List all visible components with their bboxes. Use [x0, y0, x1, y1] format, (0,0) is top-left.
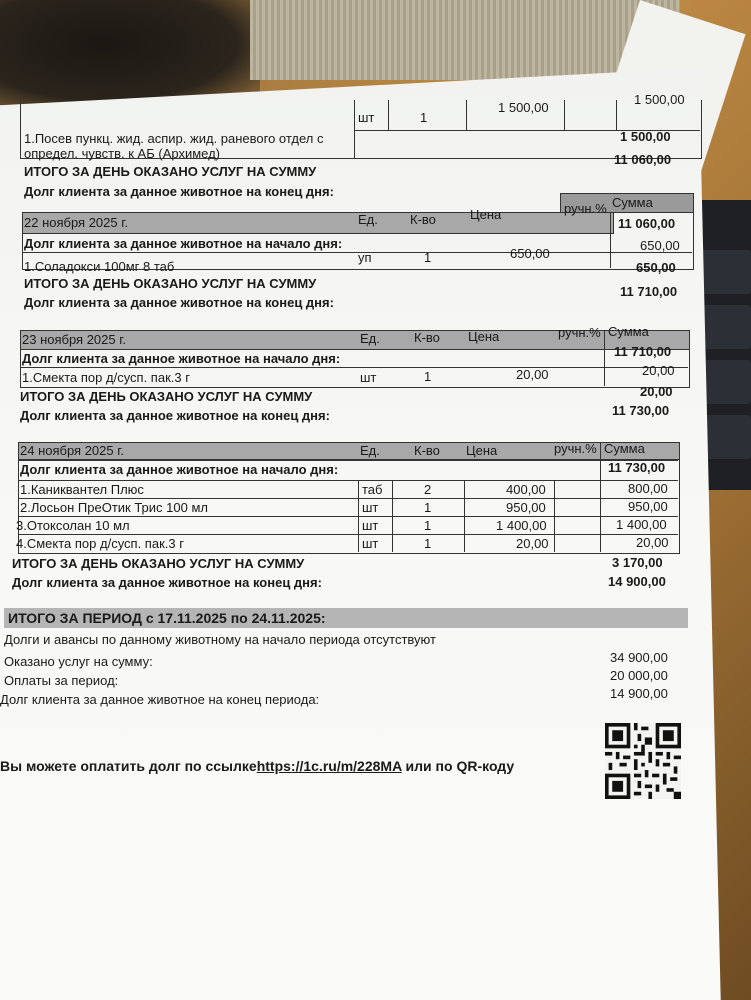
row-divider: [18, 460, 678, 461]
start-debt-value: 11 060,00: [618, 216, 676, 231]
top-end-debt-label: Долг клиента за данное животное на конец дня:: [24, 184, 334, 199]
row-divider: [20, 367, 688, 368]
day-date: 22 ноября 2025 г.: [24, 215, 128, 230]
col-sum: Сумма: [612, 195, 653, 210]
end-debt-label: Долг клиента за данное животное на конец дня:: [12, 575, 322, 590]
qr-code-icon[interactable]: [605, 722, 681, 800]
item-name: 4.Смекта пор д/сусп. пак.3 г: [16, 536, 184, 551]
top-item-sum: 1 500,00: [634, 92, 685, 107]
col-unit: Ед.: [360, 443, 380, 458]
item-sum: 650,00: [640, 238, 680, 253]
item-qty: 1: [424, 536, 432, 551]
item-qty: 1: [424, 500, 432, 515]
col-manual: ручн.%: [564, 201, 607, 216]
col-qty: К-во: [414, 330, 440, 345]
payment-prefix: Вы можете оплатить долг по ссылке: [0, 758, 257, 774]
col-divider: [616, 100, 617, 130]
col-price: Цена: [468, 329, 500, 344]
item-name: 2.Лосьон ПреОтик Трис 100 мл: [20, 500, 208, 515]
row-divider: [18, 480, 678, 481]
item-qty: 1: [424, 250, 432, 265]
col-qty: К-во: [410, 212, 436, 227]
item-sum: 20,00: [642, 363, 675, 378]
item-price: 20,00: [516, 367, 549, 382]
item-qty: 1: [424, 369, 432, 384]
top-day-total-label: ИТОГО ЗА ДЕНЬ ОКАЗАНО УСЛУГ НА СУММУ: [24, 164, 317, 179]
item-sum: 800,00: [628, 481, 668, 496]
col-unit: Ед.: [358, 212, 378, 227]
item-name: 1.Каниквантел Плюс: [20, 482, 144, 497]
top-item-name: 1.Посев пункц. жид. аспир. жид. раневого отдел с: [24, 131, 324, 146]
period-end-label: Долг клиента за данное животное на конец периода:: [0, 692, 320, 707]
start-debt-value: 11 710,00: [614, 344, 672, 359]
keyboard-key: [700, 305, 751, 349]
item-price: 1 400,00: [496, 518, 547, 533]
keyboard-key: [700, 250, 751, 294]
end-debt-value: 14 900,00: [608, 574, 666, 589]
item-name: 1.Смекта пор д/сусп. пак.3 г: [22, 370, 190, 385]
top-day-total-value: 1 500,00: [620, 129, 671, 144]
item-name: 1.Соладокси 100мг 8 таб: [24, 259, 175, 274]
col-price: Цена: [470, 207, 502, 222]
col-divider: [604, 330, 605, 386]
item-unit: таб: [362, 482, 383, 497]
item-sum: 1 400,00: [616, 517, 667, 532]
row-divider: [18, 498, 678, 499]
item-sum: 950,00: [628, 499, 668, 514]
start-debt-value: 11 730,00: [608, 460, 666, 475]
top-item-unit: шт: [358, 110, 375, 125]
day-total-label: ИТОГО ЗА ДЕНЬ ОКАЗАНО УСЛУГ НА СУММУ: [12, 556, 305, 571]
col-sum: Сумма: [604, 441, 645, 456]
fabric-background: [250, 0, 680, 80]
start-debt-label: Долг клиента за данное животное на начало дня:: [20, 462, 339, 477]
row-divider: [22, 252, 692, 253]
end-debt-value: 11 730,00: [612, 403, 670, 418]
item-price: 400,00: [506, 482, 546, 497]
col-price: Цена: [466, 443, 498, 458]
col-divider: [600, 442, 601, 552]
payment-link[interactable]: https://1c.ru/m/228MA: [256, 758, 402, 774]
col-divider: [466, 100, 467, 130]
day-total-label: ИТОГО ЗА ДЕНЬ ОКАЗАНО УСЛУГ НА СУММУ: [24, 276, 317, 291]
col-divider: [354, 100, 355, 158]
top-item-price: 1 500,00: [498, 100, 549, 115]
day-date: 24 ноября 2025 г.: [20, 443, 124, 458]
day-total-value: 20,00: [640, 384, 673, 399]
top-item-name-cont: определ. чувств. к АБ (Архимед): [24, 146, 221, 161]
item-unit: шт: [360, 370, 377, 385]
row-divider: [18, 516, 678, 517]
period-title: ИТОГО ЗА ПЕРИОД с 17.11.2025 по 24.11.2025:: [8, 610, 326, 626]
top-end-debt-value: 11 060,00: [614, 152, 672, 167]
day-total-value: 3 170,00: [612, 555, 663, 570]
col-sum: Сумма: [608, 324, 649, 339]
col-manual: ручн.%: [554, 441, 597, 456]
end-debt-label: Долг клиента за данное животное на конец дня:: [20, 408, 330, 423]
period-payments-value: 20 000,00: [610, 668, 668, 683]
item-name: 3.Отоксолан 10 мл: [16, 518, 130, 533]
period-payments-label: Оплаты за период:: [4, 673, 119, 688]
col-manual: ручн.%: [558, 325, 601, 340]
top-item-qty: 1: [420, 110, 428, 125]
end-debt-value: 11 710,00: [620, 284, 678, 299]
keyboard-key: [700, 360, 751, 404]
payment-suffix: или по QR-коду: [401, 758, 515, 774]
col-divider: [564, 100, 565, 130]
period-services-label: Оказано услуг на сумму:: [4, 654, 153, 669]
period-no-debt: Долги и авансы по данному животному на начало периода отсутствуют: [4, 632, 436, 647]
item-price: 20,00: [516, 536, 549, 551]
item-unit: шт: [362, 518, 379, 533]
item-unit: уп: [358, 250, 372, 265]
item-sum: 20,00: [636, 535, 669, 550]
item-unit: шт: [362, 536, 379, 551]
col-unit: Ед.: [360, 331, 380, 346]
item-qty: 2: [424, 482, 432, 497]
row-divider: [18, 534, 678, 535]
start-debt-label: Долг клиента за данное животное на начало дня:: [24, 236, 343, 251]
end-debt-label: Долг клиента за данное животное на конец дня:: [24, 295, 334, 310]
day-total-label: ИТОГО ЗА ДЕНЬ ОКАЗАНО УСЛУГ НА СУММУ: [20, 389, 313, 404]
period-end-value: 14 900,00: [610, 686, 668, 701]
item-price: 950,00: [506, 500, 546, 515]
payment-line: [0, 758, 514, 774]
col-qty: К-во: [414, 443, 440, 458]
period-services-value: 34 900,00: [610, 650, 668, 665]
start-debt-label: Долг клиента за данное животное на начало дня:: [22, 351, 341, 366]
day-total-value: 650,00: [636, 260, 676, 275]
col-divider: [388, 100, 389, 130]
item-price: 650,00: [510, 246, 550, 261]
item-qty: 1: [424, 518, 432, 533]
day-date: 23 ноября 2025 г.: [22, 332, 126, 347]
item-unit: шт: [362, 500, 379, 515]
